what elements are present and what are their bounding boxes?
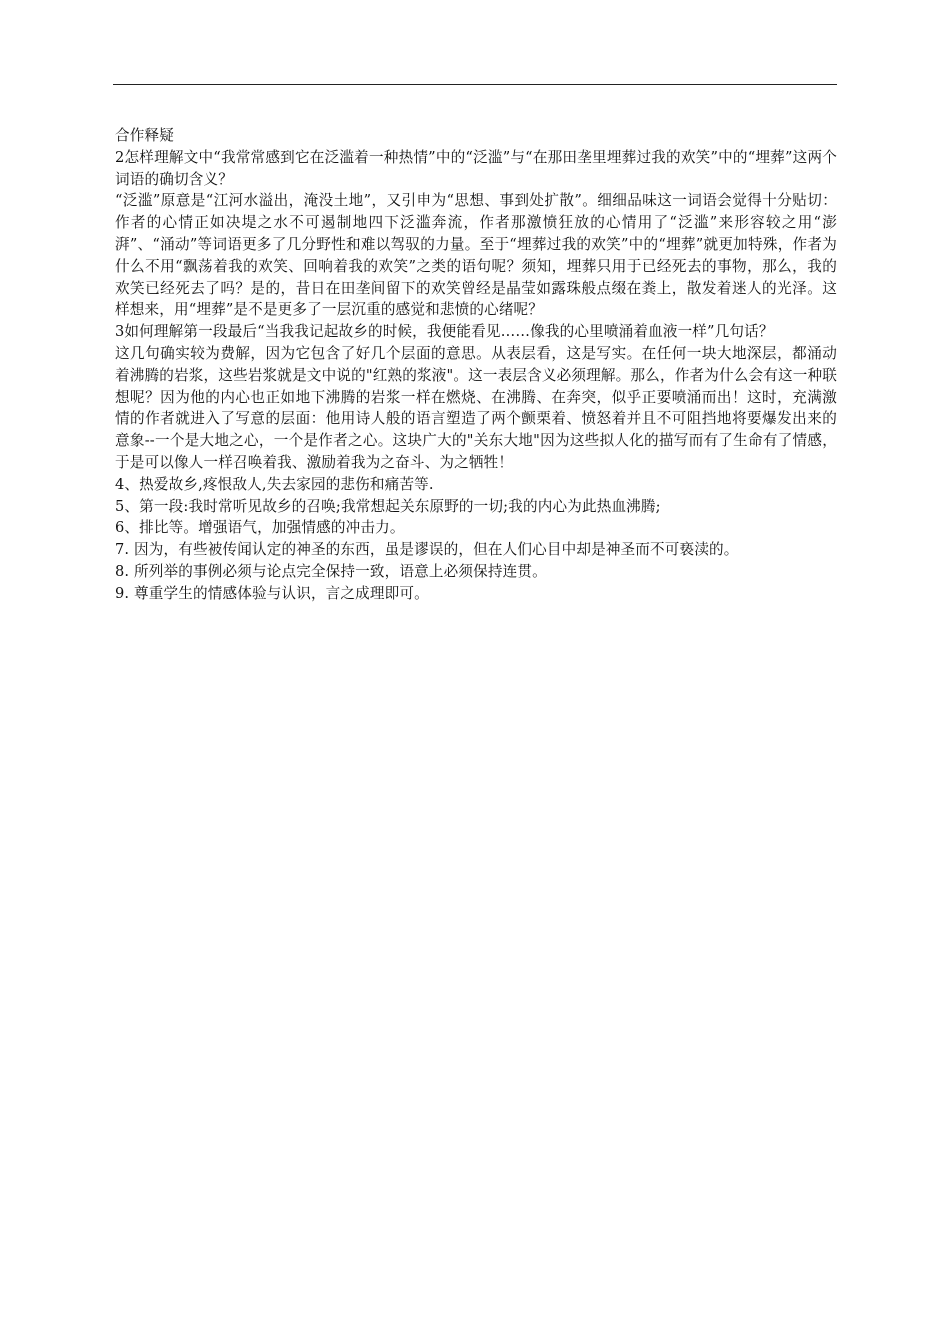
answer-6: 6、排比等。增强语气，加强情感的冲击力。 bbox=[115, 519, 405, 537]
answer-7: 7. 因为，有些被传闻认定的神圣的东西，虽是谬误的，但在人们心目中却是神圣而不可亵渎的。 bbox=[115, 541, 739, 559]
answer-2: “泛滥”原意是“江河水溢出，淹没土地”，又引申为“思想、事到处扩散”。细细品味这一词语会觉得十分贴切：作者的心情正如决堤之水不可遏制地四下泛滥奔流，作者那激愤狂放的心情用了“泛滥”来形容较之用“澎湃”、“涌动”等词语更多了几分野性和难以驾驭的力量。至于“埋葬过我的欢笑”中的“埋葬”就更加特殊，作者为什么不用“飘荡着我的欢笑、回响着我的欢笑”之类的语句呢？须知，埋葬只用于已经死去的事物，那么，我的欢笑已经死去了吗？是的，昔日在田垄间留下的欢笑曾经是晶莹如露珠般点缀在粪上，散发着迷人的光泽。这样想来，用“埋葬”是不是更多了一层沉重的感觉和悲愤的心绪呢？ bbox=[115, 192, 837, 319]
document-body bbox=[115, 125, 837, 605]
question-2: 2怎样理解文中“我常常感到它在泛滥着一种热情”中的“泛滥”与“在那田垄里埋葬过我的欢笑”中的“埋葬”这两个词语的确切含义？ bbox=[115, 148, 837, 188]
answer-9: 9. 尊重学生的情感体验与认识，言之成理即可。 bbox=[115, 584, 429, 602]
answer-5: 5、第一段:我时常听见故乡的召唤;我常想起关东原野的一切;我的内心为此热血沸腾; bbox=[115, 497, 661, 515]
answer-3: 这几句确实较为费解，因为它包含了好几个层面的意思。从表层看，这是写实。在任何一块大地深层，都涌动着沸腾的岩浆，这些岩浆就是文中说的"红熟的浆液"。这一表层含义必须理解。那么，作者为什么会有这一种联想呢？因为他的内心也正如地下沸腾的岩浆一样在燃烧、在沸腾、在奔突，似乎正要喷涌而出！这时，充满激情的作者就进入了写意的层面：他用诗人般的语言塑造了两个颤栗着、愤怒着并且不可阻挡地将要爆发出来的意象--一个是大地之心，一个是作者之心。这块广大的"关东大地"因为这些拟人化的描写而有了生命有了情感，于是可以像人一样召唤着我、激励着我为之奋斗、为之牺牲！ bbox=[115, 344, 837, 471]
question-3: 3如何理解第一段最后“当我我记起故乡的时候，我便能看见……像我的心里喷涌着血液一样”几句话？ bbox=[115, 323, 774, 341]
section-title: 合作释疑 bbox=[115, 127, 174, 144]
header-rule bbox=[113, 84, 837, 85]
answer-4: 4、热爱故乡,疼恨敌人,失去家园的悲伤和痛苦等. bbox=[115, 475, 434, 493]
answer-8: 8. 所列举的事例必须与论点完全保持一致，语意上必须保持连贯。 bbox=[115, 562, 547, 580]
